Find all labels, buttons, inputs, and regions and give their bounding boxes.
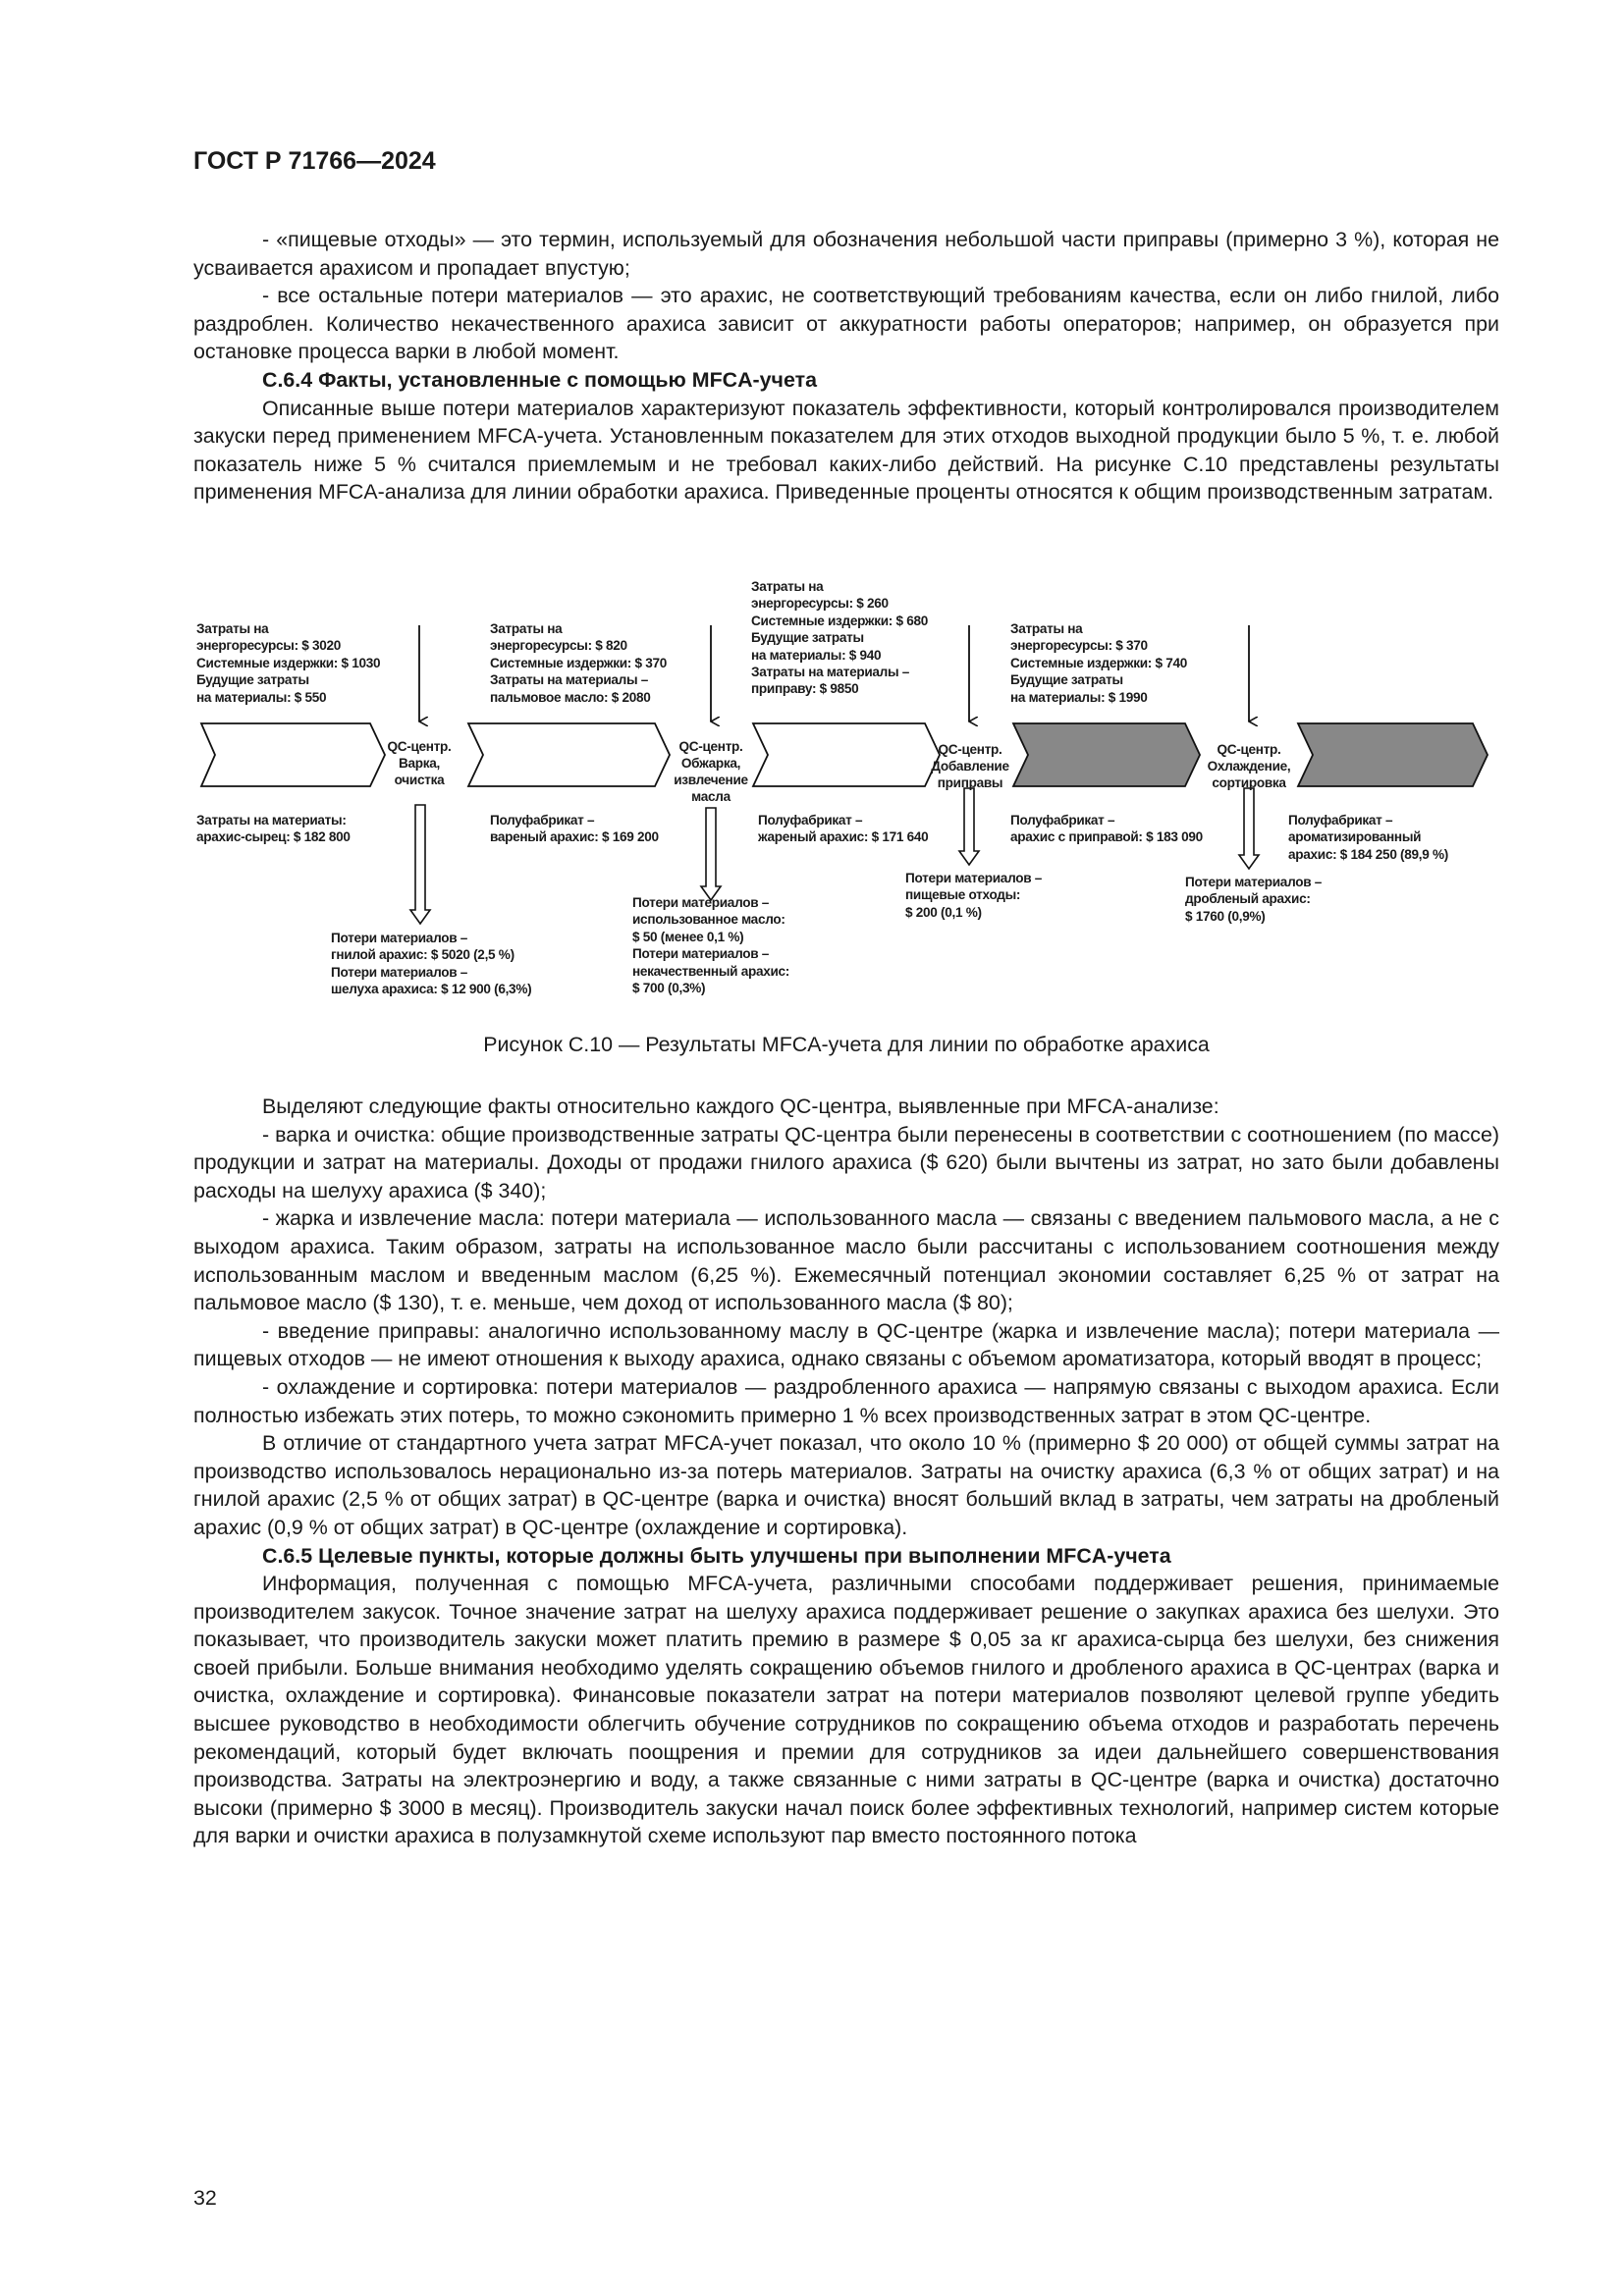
paragraph: В отличие от стандартного учета затрат MFCA-учет показал, что около 10 % (примерно $ 20 000) от общей суммы затрат на производство использовалось нерационально из-за потерь материалов. Затраты на очистку арахиса (6,3 % от общих затрат) и на гнилой арахис (2,5 % от общих затрат) в QC-центре (варка и очистка) вносят больший вклад в затраты, чем затраты на дробленый арахис (0,9 % от общих затрат) в QC-центре (охлаждение и сортировка). [193,1431,1499,1539]
flow-label: Полуфабрикат – вареный арахис: $ 169 200 [490,813,659,845]
paragraph: - варка и очистка: общие производственные затраты QC-центра были перенесены в соответствии с соотношением (по массе) продукции и затрат на материалы. Доходы от продажи гнилого арахиса ($ 620) были вычтены из затрат, но зато были добавлены расходы на шелуху арахиса ($ 340); [193,1122,1499,1202]
input-cost-label: Затраты на энергоресурсы: $ 260 Системные издержки: $ 680 Будущие затраты на материалы: $ 940 Затраты на материалы – приправу: $ 9850 [751,579,929,697]
input-cost-label: Затраты на энергоресурсы: $ 820 Системные издержки: $ 370 Затраты на материалы – пальмовое масло: $ 2080 [490,621,668,705]
loss-arrow-3 [959,788,979,865]
section-title: С.6.5 Целевые пункты, которые должны быть улучшены при выполнении MFCA-учета [262,1543,1171,1568]
flow-arrow-4 [1013,723,1200,786]
flow-label: Полуфабрикат – ароматизированный арахис: $ 184 250 (89,9 %) [1288,813,1449,862]
top-text-block [193,226,1499,507]
figure-caption: Рисунок С.10 — Результаты MFCA-учета для линии по обработке арахиса [483,1033,1210,1056]
qc-center-label: QC-центр. Варка, очистка [387,739,452,787]
paragraph: Выделяют следующие факты относительно каждого QC-центра, выявленные при MFCA-анализе: [262,1095,1219,1118]
loss-label: Потери материалов – гнилой арахис: $ 5020 (2,5 %) Потери материалов – шелуха арахиса: $ 12 900 (6,3%) [331,931,532,997]
paragraph: Описанные выше потери материалов характеризуют показатель эффективности, который контролировался производителем закуски перед применением MFCA-учета. Установленным показателем для этих отходов выходной продукции было 5 %, т. е. любой показатель ниже 5 % считался приемлемым и не требовал каких-либо действий. На рисунке С.10 представлены результаты применения MFCA-анализа для линии обработки арахиса. Приведенные проценты относятся к общим производственным затратам. [193,396,1499,505]
paragraph: - «пищевые отходы» — это термин, используемый для обозначения небольшой части приправы (примерно 3 %), которая не усваивается арахисом и пропадает впустую; [193,228,1499,280]
flow-arrow-3 [753,723,940,786]
loss-label: Потери материалов – пищевые отходы: $ 200 (0,1 %) [905,871,1043,920]
flow-label: Полуфабрикат – арахис с приправой: $ 183 090 [1010,813,1203,845]
paragraph: - охлаждение и сортировка: потери материалов — раздробленного арахиса — напрямую связаны с выходом арахиса. Если полностью избежать этих потерь, то можно сэкономить примерно 1 % всех производственных затрат в этом QC-центре. [193,1374,1499,1427]
loss-arrow-4 [1239,788,1259,869]
qc-center-label: QC-центр. Обжарка, извлечение масла [674,739,748,804]
flow-arrow-5 [1298,723,1488,786]
qc-center-label: QC-центр. Охлаждение, сортировка [1207,742,1291,790]
paragraph: Информация, полученная с помощью MFCA-учета, различными способами поддерживает решения, принимаемые производителем закусок. Точное значение затрат на шелуху арахиса поддерживает решение о закупках арахиса без шелухи. Это показывает, что производитель закуски может платить премию в размере $ 0,05 за кг арахиса-сырца без шелухи, без снижения своей прибыли. Больше внимания необходимо уделять сокращению объемов гнилого и дробленого арахиса в QC-центрах (варка и очистка, охлаждение и сортировка). Финансовые показатели затрат на потери материалов позволяют целевой группе убедить высшее руководство в необходимости облегчить обучение сотрудников по сокращению объема отходов и разработать перечень рекомендаций, который будет включать поощрения и премии для сотрудников за идеи дальнейшего совершенствования производства. Затраты на электроэнергию и воду, а также связанные с ними затраты в QC-центре (варка и очистка) достаточно высоки (примерно $ 3000 в месяц). Производитель закуски начал поиск более эффективных технологий, например систем которые для варки и очистки арахиса в полузамкнутой схеме используют пар вместо постоянного потока [193,1572,1499,1848]
page-header: ГОСТ Р 71766—2024 [193,147,436,175]
flow-arrow-2 [468,723,670,786]
figure-mfca-diagram [193,574,1499,1026]
loss-arrow-1 [410,805,430,924]
flow-label: Затраты на материаты: арахис-сырец: $ 182 800 [196,813,351,845]
input-cost-label: Затраты на энергоресурсы: $ 370 Системные издержки: $ 740 Будущие затраты на материалы: $ 1990 [1010,621,1188,705]
loss-label: Потери материалов – дробленый арахис: $ 1760 (0,9%) [1185,875,1323,924]
paragraph: - все остальные потери материалов — это арахис, не соответствующий требованиям качества, если он либо гнилой, либо раздроблен. Количество некачественного арахиса зависит от аккуратности работы операторов; например, он образуется при остановке процесса варки в любой момент. [193,284,1499,364]
flow-label: Полуфабрикат – жареный арахис: $ 171 640 [758,813,929,845]
input-cost-label: Затраты на энергоресурсы: $ 3020 Системные издержки: $ 1030 Будущие затраты на материалы: $ 550 [196,621,381,705]
bottom-text-block [193,1093,1499,1850]
paragraph: - жарка и извлечение масла: потери материала — использованного масла — связаны с введением пальмового масла, а не с выходом арахиса. Таким образом, затраты на использованное масло были рассчитаны с использованием соотношения между использованным маслом и введенным маслом (6,25 %). Ежемесячный потенциал экономии составляет 6,25 % от затрат на пальмовое масло ($ 130), т. е. меньше, чем доход от использованного масла ($ 80); [193,1206,1499,1315]
section-title: С.6.4 Факты, установленные с помощью MFCA-учета [262,367,817,392]
paragraph: - введение приправы: аналогично использованному маслу в QC-центре (жарка и извлечение масла); потери материала — пищевых отходов — не имеют отношения к выходу арахиса, однако связаны с объемом ароматизатора, который вводят в процесс; [193,1318,1499,1371]
loss-label: Потери материалов – использованное масло: $ 50 (менее 0,1 %) Потери материалов – некачественный арахис: $ 700 (0,3%) [632,895,790,996]
flow-arrow-1 [201,723,385,786]
qc-center-label: QC-центр. Добавление приправы [931,742,1009,790]
page-number: 32 [193,2186,217,2210]
loss-arrow-2 [701,808,721,900]
